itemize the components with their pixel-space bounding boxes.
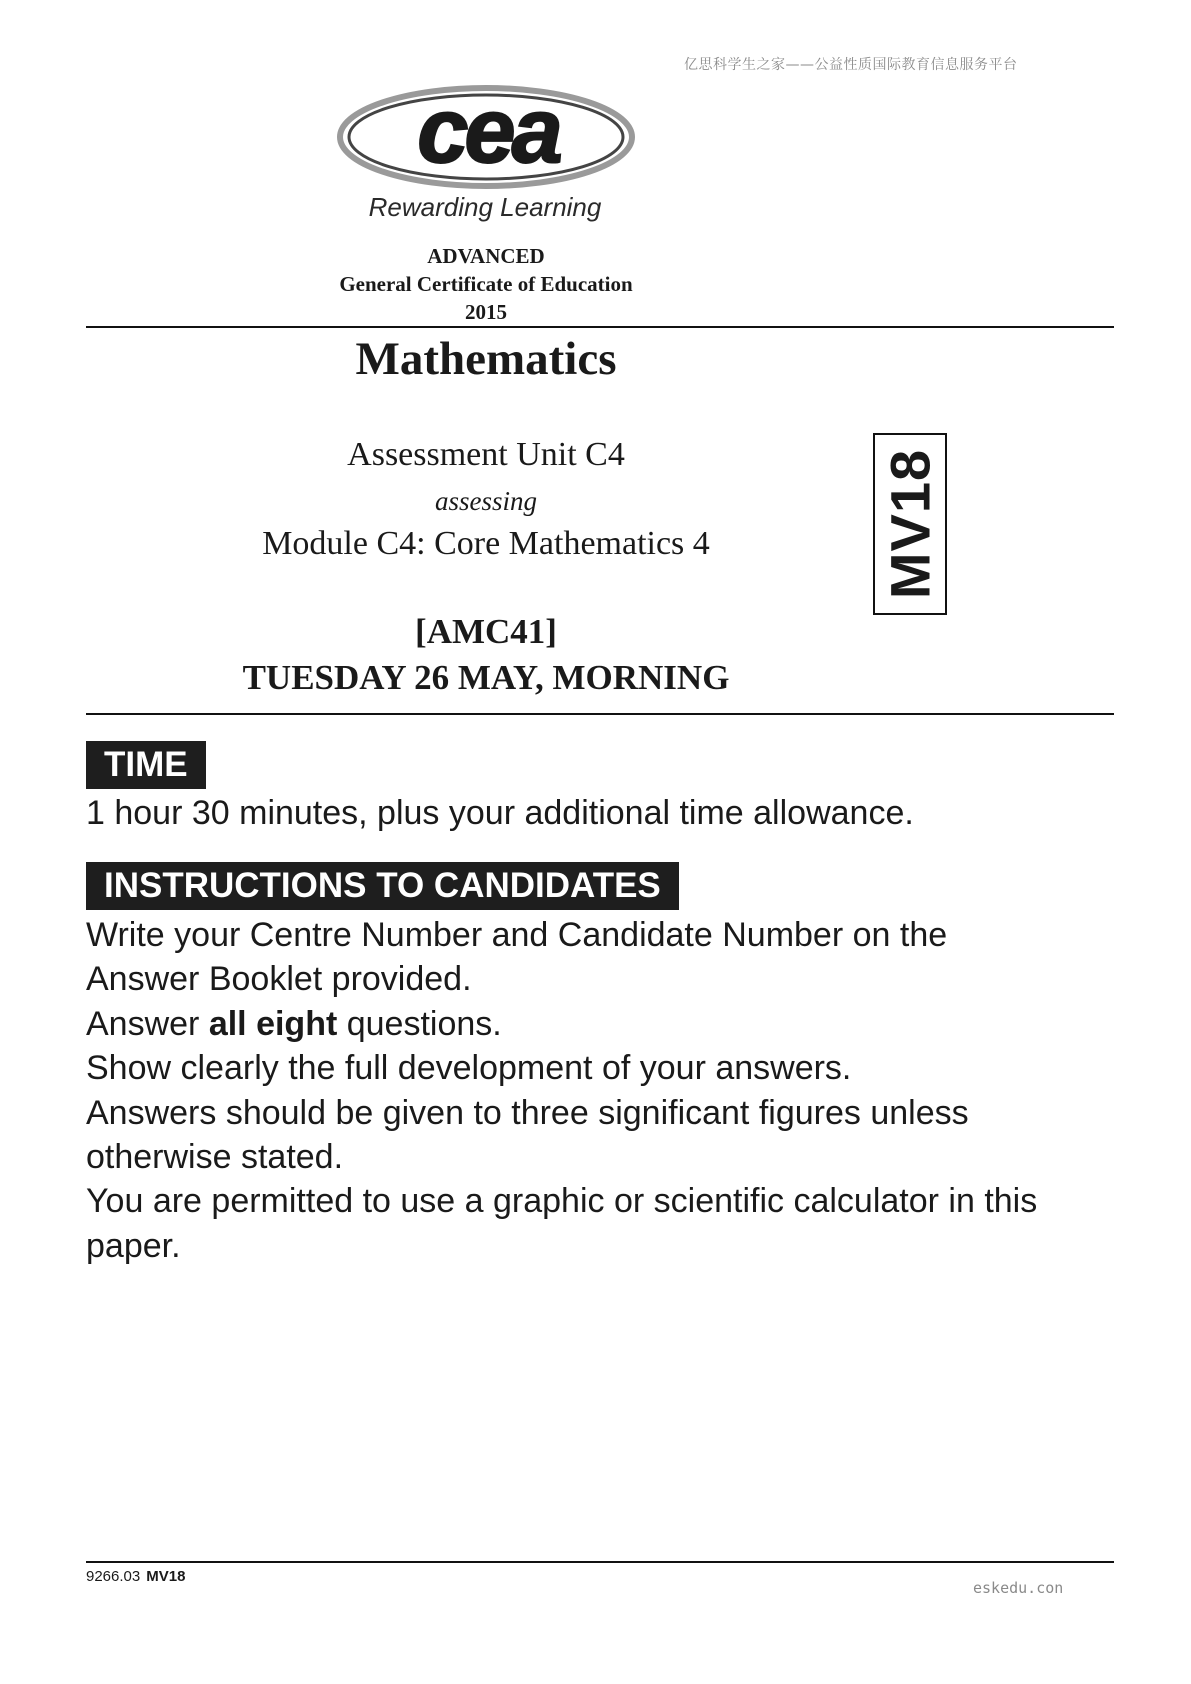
instruction-line: paper.	[86, 1226, 181, 1265]
instruction-line: Answer Booklet provided.	[86, 960, 472, 999]
logo-wordmark: cea	[417, 82, 559, 182]
middle-divider	[86, 713, 1114, 715]
footer-code	[86, 1568, 185, 1585]
footer-ref: MV18	[146, 1568, 186, 1585]
instruction-line	[86, 1002, 1126, 1046]
paper-ref-text: MV18	[878, 448, 942, 600]
level: ADVANCED	[427, 244, 545, 268]
top-divider	[86, 326, 1114, 328]
session-date: TUESDAY 26 MAY, MORNING	[242, 658, 730, 697]
instruction-text: questions.	[337, 1004, 502, 1043]
instruction-line: Answers should be given to three significant figures unless	[86, 1093, 969, 1132]
tagline: Rewarding Learning	[368, 192, 602, 222]
watermark-top: 亿思科学生之家——公益性质国际教育信息服务平台	[684, 57, 1018, 73]
paper-ref-box	[873, 433, 947, 615]
instruction-text: Answer	[86, 1004, 209, 1043]
footer-number: 9266.03	[86, 1568, 141, 1585]
unit-title: Assessment Unit C4	[347, 436, 625, 473]
paper-code: [AMC41]	[415, 612, 557, 651]
exam-year: 2015	[465, 300, 507, 324]
module-title: Module C4: Core Mathematics 4	[262, 525, 710, 562]
instruction-emphasis: all eight	[208, 1004, 338, 1043]
watermark-bottom: eskedu.con	[973, 1579, 1064, 1597]
instruction-line: otherwise stated.	[86, 1138, 344, 1177]
cea-logo	[336, 82, 636, 192]
assessing-label: assessing	[434, 486, 537, 516]
instruction-line: Write your Centre Number and Candidate Number on the	[86, 916, 948, 954]
time-text: 1 hour 30 minutes, plus your additional time allowance.	[86, 794, 914, 832]
time-label: TIME	[86, 741, 206, 789]
subject-title: Mathematics	[355, 333, 617, 385]
instructions-label: INSTRUCTIONS TO CANDIDATES	[86, 862, 679, 910]
qualification: General Certificate of Education	[339, 272, 633, 296]
footer-divider	[86, 1561, 1114, 1563]
instruction-line: You are permitted to use a graphic or scientific calculator in this	[86, 1182, 1038, 1221]
instruction-line: Show clearly the full development of your answers.	[86, 1049, 852, 1088]
instructions-body	[86, 913, 1126, 1268]
